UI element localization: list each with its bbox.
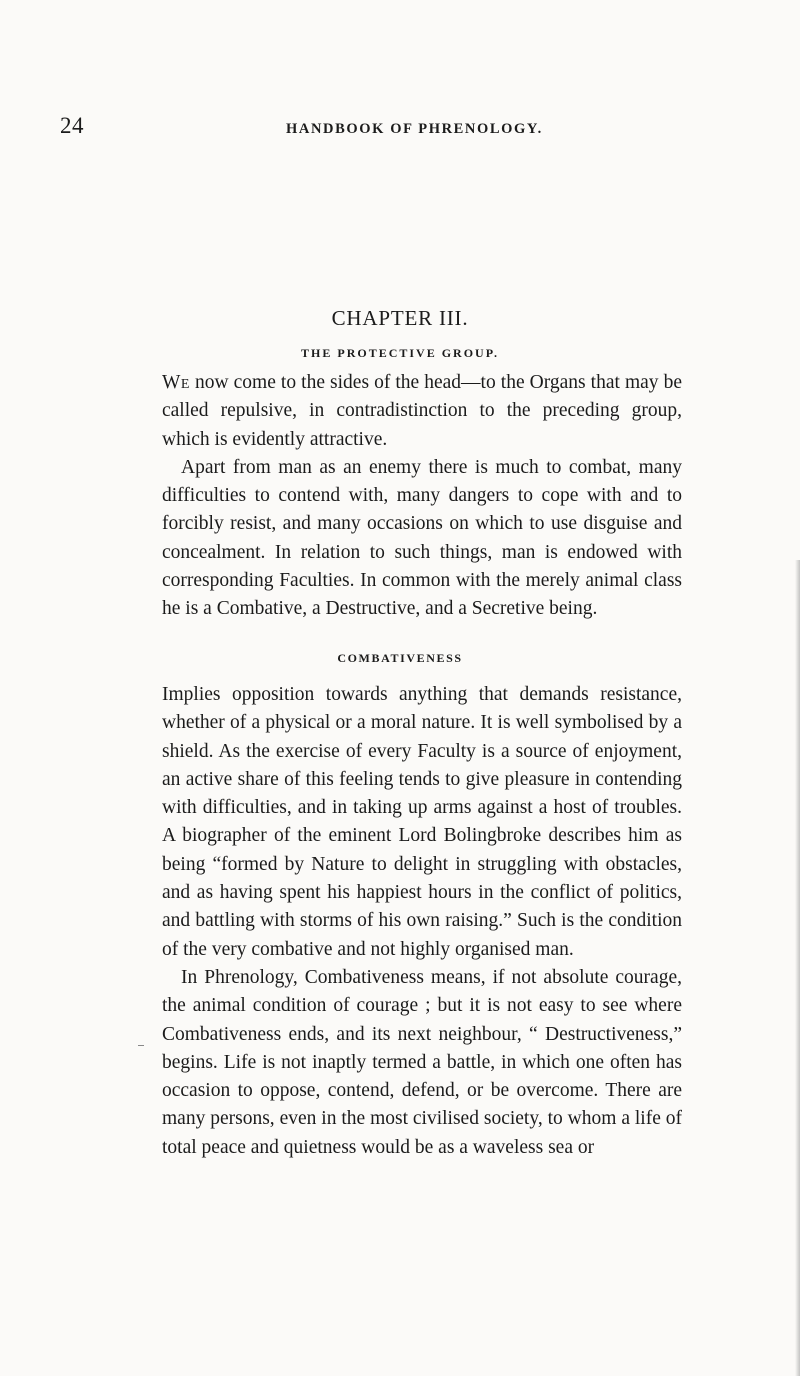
combativeness-text [162, 681, 682, 1162]
combativeness-paragraph-1: Implies opposition towards anything that demands resistance, whether of a physical or a moral nature. It is well symbolised by a shield. As the exercise of every Faculty is a source of enjoyment, an active share of this feeling tends to give pleasure in contending with difficulties, and in taking up arms against a host of troubles. A biographer of the eminent Lord Bolingbroke describes him as being “formed by Nature to delight in struggling with obstacles, and as having spent his happiest hours in the conflict of politics, and battling with storms of his own raising.” Such is the condition of the very combative and not highly organised man. [162, 684, 682, 960]
combativeness-paragraph-2: In Phrenology, Combativeness means, if not absolute courage, the animal condition of courage ; but it is not easy to see where Combativeness ends, and its next neighbour, “ Destructiveness,” begins. Life is not inaptly termed a battle, in which one often has occasion to oppose, contend, defend, or be overcome. There are many persons, even in the most civilised society, to whom a life of total peace and quietness would be as a waveless sea or [162, 966, 682, 1158]
running-title: HANDBOOK OF PHRENOLOGY. [286, 121, 543, 137]
combativeness-heading: COMBATIVENESS [337, 651, 463, 665]
intro-paragraph-1-text: now come to the sides of the head—to the Organs that may be called repulsive, in contradistinction to the preceding group, which is evidently attractive. [162, 372, 682, 450]
section-title: THE PROTECTIVE GROUP. [301, 346, 499, 360]
intro-text [162, 369, 682, 624]
intro-first-word: We [162, 372, 190, 393]
chapter-title: CHAPTER III. [331, 306, 469, 330]
page-number: 24 [60, 113, 84, 138]
page-edge-shadow [795, 560, 800, 1376]
intro-paragraph-1 [162, 369, 682, 454]
margin-mark [138, 1045, 144, 1046]
intro-paragraph-2: Apart from man as an enemy there is much to combat, many difficulties to contend with, many dangers to cope with and to forcibly resist, and many occasions on which to use disguise and concealment. In relation to such things, man is endowed with corresponding Faculties. In common with the merely animal class he is a Combative, a Destructive, and a Secretive being. [162, 456, 682, 620]
running-head [60, 113, 760, 143]
